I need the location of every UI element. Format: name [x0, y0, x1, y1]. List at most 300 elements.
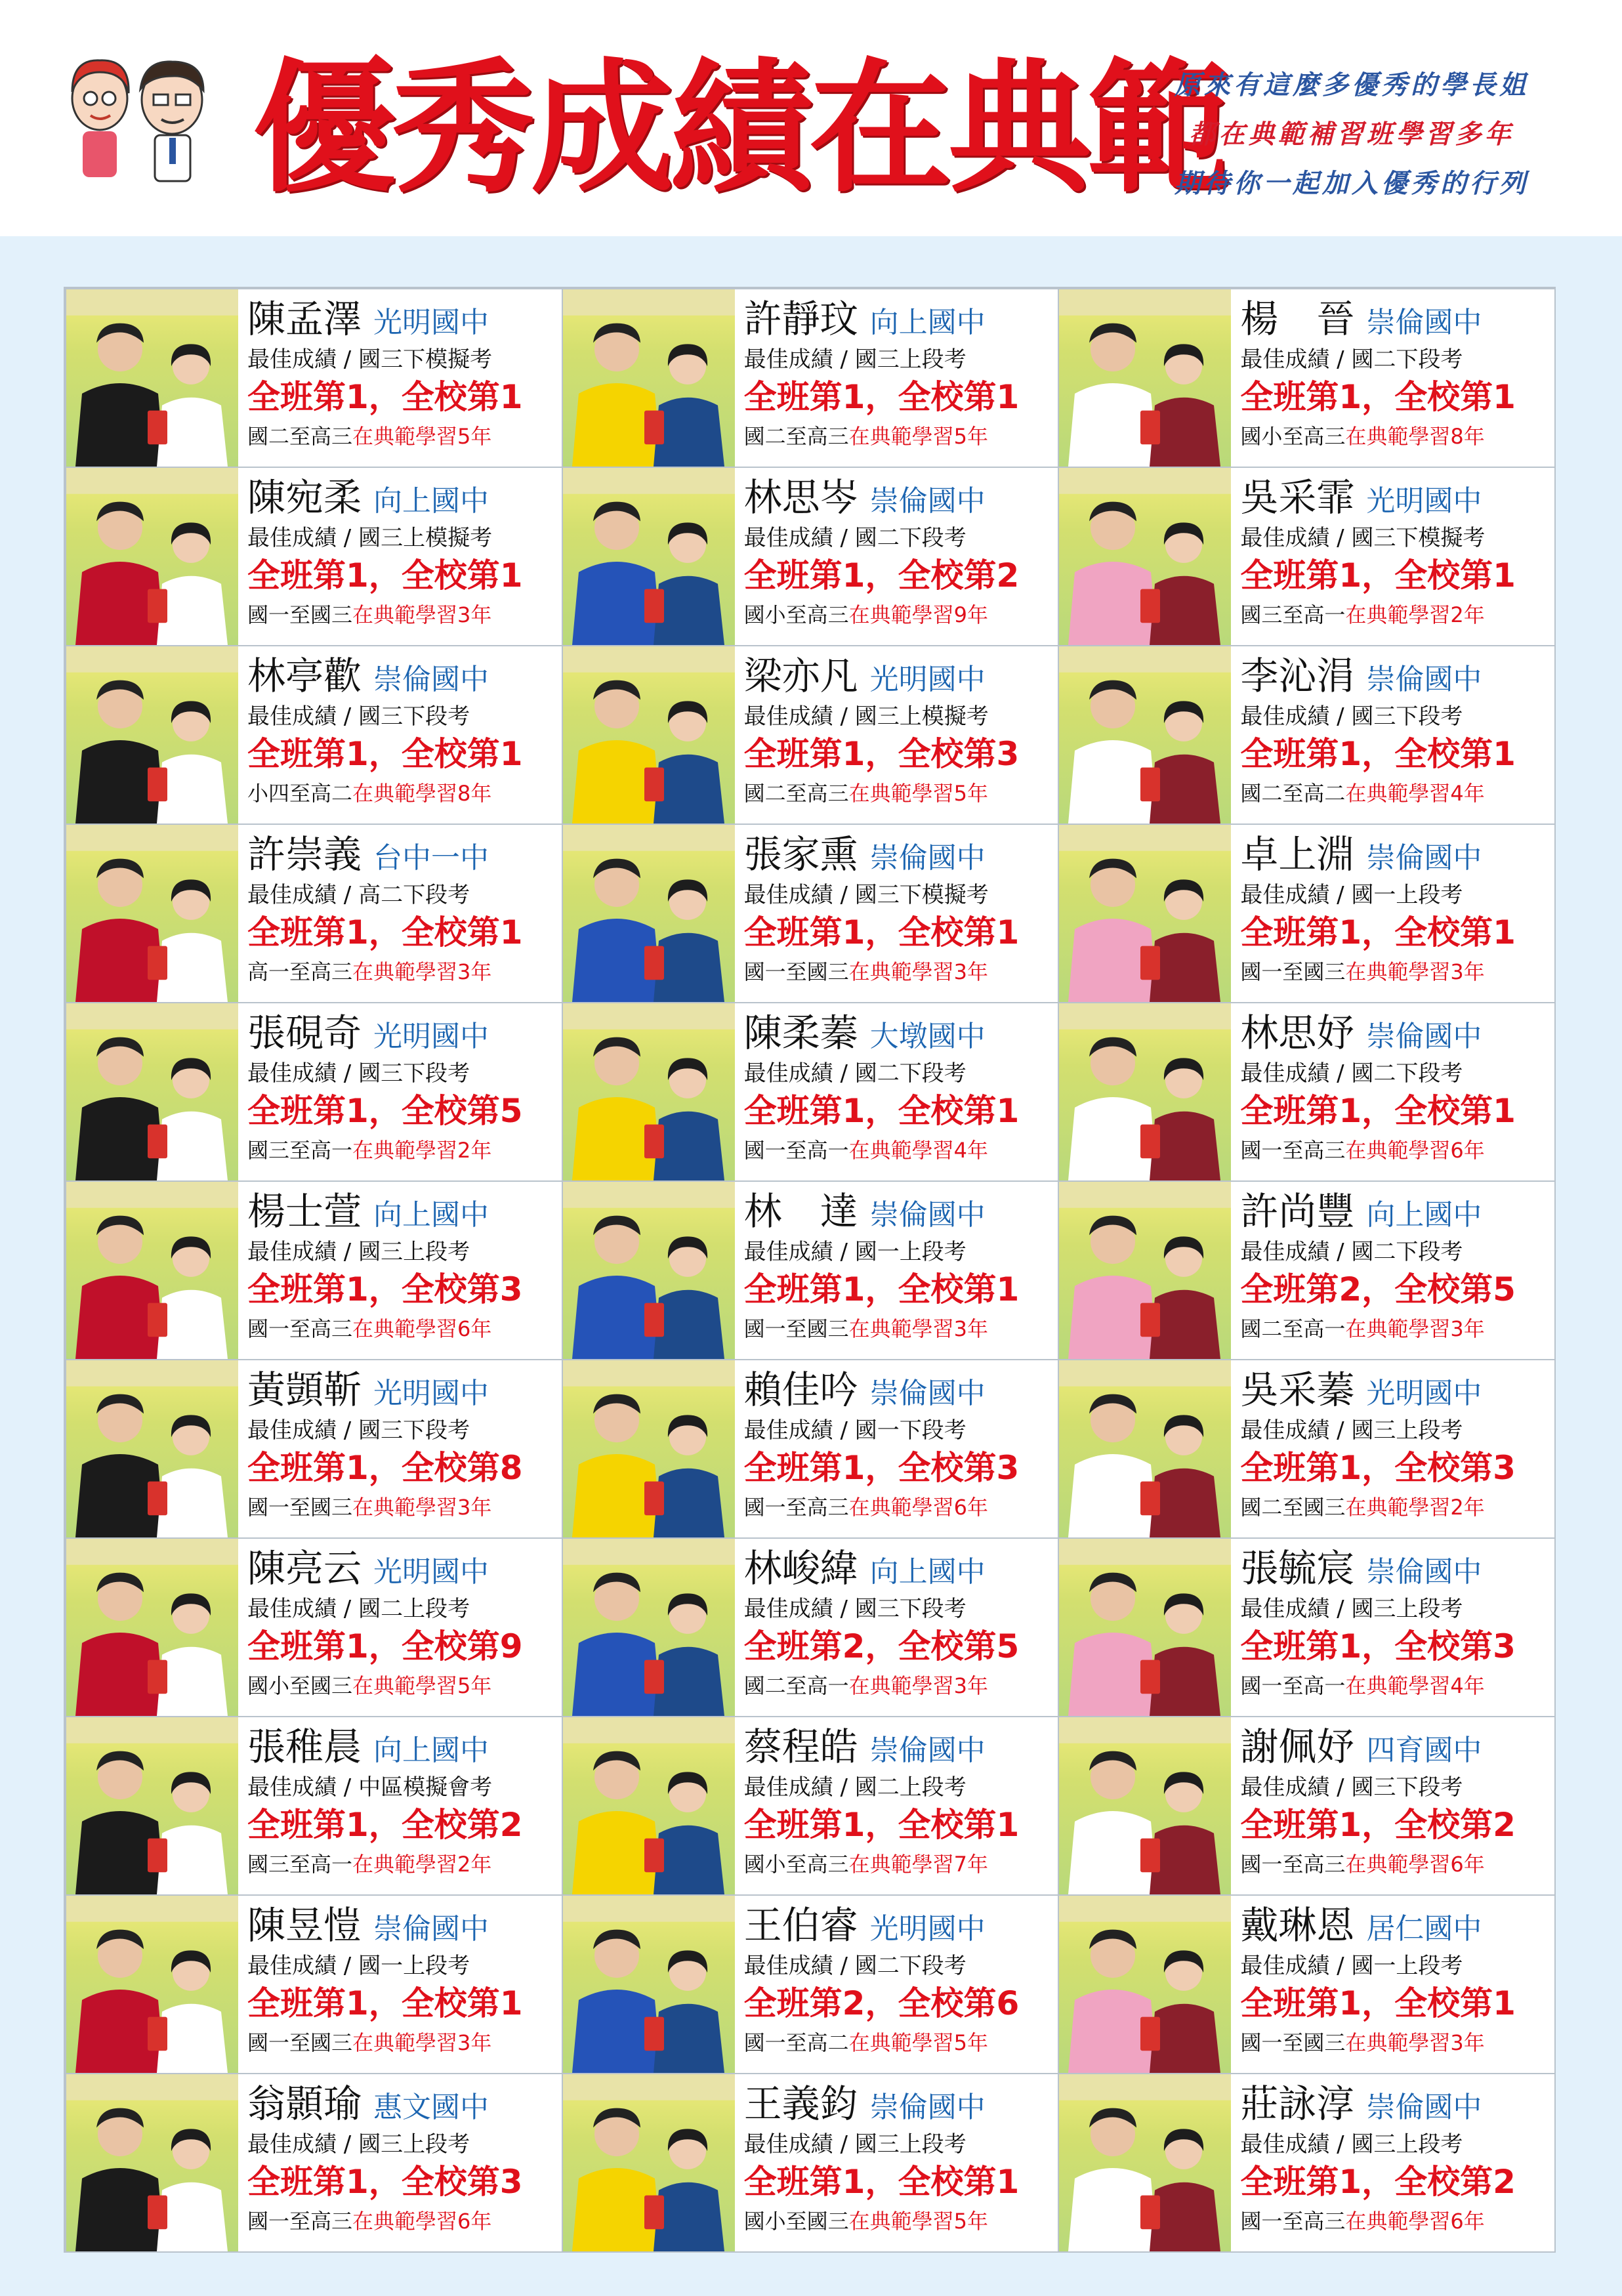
student-name-line	[744, 1367, 986, 1417]
student-photo	[563, 1182, 735, 1359]
student-name-line	[744, 1188, 986, 1238]
student-school: 光明國中	[869, 1912, 986, 1946]
slogan-line-2: 都在典範補習班學習多年	[1189, 119, 1514, 150]
class-rank: 全班第1，全校第2	[1240, 2163, 1516, 2201]
student-name-line	[1240, 474, 1482, 524]
student-school: 光明國中	[373, 306, 489, 339]
study-duration: 在典範學習3年	[848, 1673, 989, 1698]
student-photo	[1059, 1717, 1231, 1894]
student-school: 崇倫國中	[373, 1912, 489, 1946]
study-duration: 在典範學習5年	[848, 781, 989, 806]
student-name-line	[744, 1724, 986, 1774]
best-score: 最佳成績 / 國三上段考	[743, 346, 967, 373]
student-name-line	[247, 296, 489, 346]
student-school: 向上國中	[869, 1555, 986, 1589]
student-info	[744, 1360, 1053, 1537]
student-school: 崇倫國中	[869, 484, 986, 518]
student-info	[744, 1717, 1053, 1894]
student-school: 向上國中	[373, 1734, 489, 1767]
student-name: 卓上淵	[1240, 832, 1355, 877]
student-school: 崇倫國中	[869, 1198, 986, 1232]
student-photo	[66, 825, 238, 1002]
study-duration: 在典範學習7年	[848, 1852, 989, 1877]
student-name: 陳孟澤	[247, 297, 362, 341]
student-card	[65, 1716, 563, 1896]
student-school: 崇倫國中	[869, 2091, 986, 2124]
student-info	[1240, 1717, 1549, 1894]
class-rank: 全班第1，全校第1	[743, 1092, 1020, 1130]
study-span: 國一至國三	[743, 1316, 849, 1341]
student-card	[1058, 1537, 1556, 1717]
student-grid	[64, 287, 1556, 2253]
study-span: 國一至高一	[1240, 1673, 1346, 1698]
student-photo	[1059, 2074, 1231, 2251]
student-school: 光明國中	[869, 663, 986, 696]
class-rank: 全班第1，全校第9	[247, 1627, 523, 1665]
study-duration: 在典範學習2年	[352, 1852, 492, 1877]
study-years	[1240, 780, 1484, 806]
student-school: 光明國中	[1366, 1377, 1482, 1410]
best-score: 最佳成績 / 國三上段考	[247, 1239, 470, 1265]
student-name-line	[1240, 2081, 1482, 2131]
best-score: 最佳成績 / 國一上段考	[1240, 1953, 1463, 1979]
student-school: 光明國中	[373, 1555, 489, 1589]
study-years	[744, 2208, 988, 2234]
student-photo	[1059, 1360, 1231, 1537]
study-span: 國小至國三	[247, 1673, 353, 1698]
student-school: 光明國中	[373, 1020, 489, 1053]
class-rank: 全班第1，全校第8	[247, 1449, 523, 1487]
slogan-line-3: 期待你一起加入優秀的行列	[1175, 168, 1529, 199]
study-duration: 在典範學習5年	[848, 2209, 989, 2234]
best-score: 最佳成績 / 國三上段考	[1240, 1596, 1463, 1622]
student-name: 楊 晉	[1240, 297, 1355, 341]
class-rank: 全班第1，全校第3	[743, 1449, 1020, 1487]
class-rank: 全班第1，全校第1	[1240, 1984, 1516, 2022]
class-rank: 全班第1，全校第5	[247, 1092, 523, 1130]
study-duration: 在典範學習2年	[1345, 1495, 1485, 1520]
student-photo	[563, 1717, 735, 1894]
study-span: 國小至高三	[743, 1852, 849, 1877]
student-card	[65, 1894, 563, 2074]
student-name: 許尚豐	[1240, 1189, 1355, 1234]
student-card	[1058, 1359, 1556, 1539]
student-photo	[66, 1539, 238, 1716]
best-score: 最佳成績 / 國三下模擬考	[247, 346, 493, 373]
student-card	[65, 467, 563, 646]
student-name: 陳宛柔	[247, 475, 362, 520]
student-school: 崇倫國中	[869, 1377, 986, 1410]
student-info	[247, 1896, 556, 2073]
study-years	[247, 1494, 491, 1520]
study-duration: 在典範學習5年	[352, 1673, 492, 1698]
study-span: 國一至國三	[1240, 959, 1346, 984]
student-card	[1058, 1716, 1556, 1896]
best-score: 最佳成績 / 國三下段考	[247, 703, 470, 730]
class-rank: 全班第1，全校第3	[1240, 1627, 1516, 1665]
study-years	[1240, 1494, 1484, 1520]
student-name: 張毓宸	[1240, 1546, 1355, 1591]
student-name-line	[247, 2081, 489, 2131]
student-photo	[563, 646, 735, 824]
best-score: 最佳成績 / 國三下模擬考	[1240, 525, 1486, 551]
student-card	[562, 645, 1060, 825]
student-photo	[563, 2074, 735, 2251]
student-name-line	[744, 296, 986, 346]
study-span: 國二至高一	[1240, 1316, 1346, 1341]
student-name: 張家熏	[743, 832, 858, 877]
study-years	[744, 959, 988, 985]
student-card	[65, 1002, 563, 1182]
student-card	[562, 824, 1060, 1003]
student-school: 崇倫國中	[1366, 2091, 1482, 2124]
student-info	[1240, 1896, 1549, 2073]
student-name-line	[1240, 831, 1482, 881]
student-name-line	[744, 653, 986, 703]
best-score: 最佳成績 / 國二上段考	[247, 1596, 470, 1622]
best-score: 最佳成績 / 國一上段考	[743, 1239, 967, 1265]
student-school: 光明國中	[1366, 484, 1482, 518]
class-rank: 全班第1，全校第1	[743, 1806, 1020, 1844]
study-span: 國一至國三	[247, 1495, 353, 1520]
best-score: 最佳成績 / 國二下段考	[743, 525, 967, 551]
student-info	[247, 2074, 556, 2251]
slogan-line-1: 原來有這麼多優秀的學長姐	[1175, 70, 1529, 100]
student-photo	[66, 646, 238, 824]
student-info	[1240, 1003, 1549, 1180]
study-span: 國二至國三	[1240, 1495, 1346, 1520]
student-name: 吳采霏	[1240, 475, 1355, 520]
student-school: 崇倫國中	[1366, 841, 1482, 875]
student-name: 張硯奇	[247, 1011, 362, 1055]
study-span: 國三至高一	[1240, 602, 1346, 627]
student-school: 崇倫國中	[869, 841, 986, 875]
student-name-line	[247, 831, 489, 881]
study-span: 國一至國三	[247, 602, 353, 627]
class-rank: 全班第1，全校第1	[743, 1270, 1020, 1308]
student-school: 惠文國中	[373, 2091, 489, 2124]
class-rank: 全班第1，全校第1	[1240, 913, 1516, 951]
class-rank: 全班第1，全校第1	[1240, 735, 1516, 773]
student-school: 向上國中	[869, 306, 986, 339]
student-info	[247, 1360, 556, 1537]
student-name-line	[247, 474, 489, 524]
mascot-illustration	[59, 52, 217, 203]
student-photo	[66, 1360, 238, 1537]
class-rank: 全班第1，全校第3	[743, 735, 1020, 773]
study-span: 國二至高三	[743, 781, 849, 806]
student-info	[1240, 646, 1549, 824]
student-name-line	[247, 1902, 489, 1952]
student-card	[65, 645, 563, 825]
student-school: 崇倫國中	[1366, 1020, 1482, 1053]
class-rank: 全班第2，全校第5	[743, 1627, 1020, 1665]
study-span: 國一至高三	[247, 1316, 353, 1341]
study-span: 國一至高三	[1240, 1852, 1346, 1877]
class-rank: 全班第1，全校第2	[1240, 1806, 1516, 1844]
class-rank: 全班第1，全校第1	[247, 913, 523, 951]
student-info	[744, 289, 1053, 467]
student-school: 崇倫國中	[1366, 1555, 1482, 1589]
student-info	[247, 1539, 556, 1716]
student-card	[1058, 645, 1556, 825]
study-years	[1240, 959, 1484, 985]
student-school: 向上國中	[373, 1198, 489, 1232]
best-score: 最佳成績 / 國三下段考	[1240, 1774, 1463, 1801]
study-years	[247, 1673, 491, 1699]
student-card	[65, 2073, 563, 2253]
class-rank: 全班第1，全校第3	[1240, 1449, 1516, 1487]
study-span: 高一至高三	[247, 959, 353, 984]
class-rank: 全班第1，全校第2	[247, 1806, 523, 1844]
study-span: 國二至高二	[1240, 781, 1346, 806]
student-card	[65, 824, 563, 1003]
student-name-line	[1240, 1010, 1482, 1060]
student-photo	[1059, 1003, 1231, 1180]
student-photo	[66, 1896, 238, 2073]
study-span: 國一至高三	[247, 2209, 353, 2234]
study-span: 國一至高三	[743, 1495, 849, 1520]
best-score: 最佳成績 / 國三下段考	[247, 1060, 470, 1087]
student-info	[744, 1003, 1053, 1180]
student-card	[562, 288, 1060, 468]
student-name: 吳采蓁	[1240, 1367, 1355, 1412]
student-info	[744, 1182, 1053, 1359]
student-card	[1058, 467, 1556, 646]
student-name: 林思岑	[743, 475, 858, 520]
study-years	[744, 602, 988, 628]
class-rank: 全班第2，全校第5	[1240, 1270, 1516, 1308]
best-score: 最佳成績 / 國二下段考	[743, 1060, 967, 1087]
student-name: 陳柔蓁	[743, 1011, 858, 1055]
student-card	[65, 288, 563, 468]
student-card	[562, 467, 1060, 646]
best-score: 最佳成績 / 國二下段考	[1240, 346, 1463, 373]
study-duration: 在典範學習6年	[1345, 1138, 1485, 1163]
study-span: 國三至高一	[247, 1852, 353, 1877]
study-span: 國二至高三	[247, 424, 353, 449]
student-info	[744, 1539, 1053, 1716]
study-years	[744, 1851, 988, 1877]
student-name-line	[1240, 1902, 1482, 1952]
study-duration: 在典範學習2年	[1345, 602, 1485, 627]
student-photo	[66, 1717, 238, 1894]
student-card	[562, 1716, 1060, 1896]
student-card	[65, 1359, 563, 1539]
class-rank: 全班第1，全校第2	[743, 556, 1020, 595]
student-info	[744, 2074, 1053, 2251]
student-info	[247, 468, 556, 645]
student-info	[744, 646, 1053, 824]
student-card	[65, 1180, 563, 1360]
student-card	[562, 2073, 1060, 2253]
study-years	[247, 780, 491, 806]
student-card	[562, 1894, 1060, 2074]
student-card	[1058, 1002, 1556, 1182]
student-card	[65, 1537, 563, 1717]
student-photo	[1059, 825, 1231, 1002]
student-name: 林思妤	[1240, 1011, 1355, 1055]
student-photo	[1059, 1182, 1231, 1359]
study-duration: 在典範學習5年	[848, 2030, 989, 2055]
student-card	[562, 1359, 1060, 1539]
best-score: 最佳成績 / 國三上段考	[1240, 2131, 1463, 2158]
study-duration: 在典範學習4年	[1345, 781, 1485, 806]
study-duration: 在典範學習3年	[352, 1495, 492, 1520]
student-school: 四育國中	[1366, 1734, 1482, 1767]
student-school: 向上國中	[1366, 1198, 1482, 1232]
student-school: 大墩國中	[869, 1020, 986, 1053]
student-school: 光明國中	[373, 1377, 489, 1410]
student-school: 崇倫國中	[1366, 306, 1482, 339]
student-name: 賴佳吟	[743, 1367, 858, 1412]
best-score: 最佳成績 / 國三上模擬考	[743, 703, 989, 730]
student-photo	[563, 1896, 735, 2073]
study-years	[744, 1494, 988, 1520]
student-info	[744, 825, 1053, 1002]
study-duration: 在典範學習3年	[1345, 2030, 1485, 2055]
best-score: 最佳成績 / 國三下段考	[1240, 703, 1463, 730]
study-duration: 在典範學習8年	[1345, 424, 1485, 449]
study-years	[744, 2030, 988, 2056]
study-duration: 在典範學習3年	[1345, 959, 1485, 984]
student-info	[247, 1717, 556, 1894]
student-name-line	[744, 1902, 986, 1952]
student-name: 許崇義	[247, 832, 362, 877]
student-name: 王義鈞	[743, 2081, 858, 2126]
study-years	[744, 1137, 988, 1163]
student-card	[1058, 1180, 1556, 1360]
study-years	[1240, 1673, 1484, 1699]
student-name-line	[247, 1188, 489, 1238]
student-photo	[1059, 289, 1231, 467]
best-score: 最佳成績 / 中區模擬會考	[247, 1774, 493, 1801]
student-name: 翁顥瑜	[247, 2081, 362, 2126]
study-years	[1240, 2030, 1484, 2056]
student-photo	[66, 468, 238, 645]
class-rank: 全班第1，全校第1	[1240, 556, 1516, 595]
student-name: 許靜玟	[743, 297, 858, 341]
class-rank: 全班第1，全校第1	[247, 556, 523, 595]
student-info	[1240, 468, 1549, 645]
best-score: 最佳成績 / 國二下段考	[743, 1953, 967, 1979]
best-score: 最佳成績 / 國二下段考	[1240, 1239, 1463, 1265]
page-title: 優秀成績在典範	[253, 44, 1226, 212]
best-score: 最佳成績 / 國一上段考	[1240, 882, 1463, 908]
class-rank: 全班第1，全校第1	[247, 378, 523, 416]
student-name: 陳昱愷	[247, 1903, 362, 1948]
student-name: 黃顗靳	[247, 1367, 362, 1412]
student-card	[1058, 288, 1556, 468]
best-score: 最佳成績 / 國三上段考	[743, 2131, 967, 2158]
student-photo	[563, 1360, 735, 1537]
study-duration: 在典範學習3年	[352, 959, 492, 984]
study-duration: 在典範學習3年	[848, 959, 989, 984]
student-school: 向上國中	[373, 484, 489, 518]
header-banner	[0, 0, 1622, 236]
best-score: 最佳成績 / 國二下段考	[1240, 1060, 1463, 1087]
student-photo	[66, 1003, 238, 1180]
student-info	[744, 1896, 1053, 2073]
student-photo	[563, 1539, 735, 1716]
student-name: 陳亮云	[247, 1546, 362, 1591]
student-name-line	[1240, 1188, 1482, 1238]
study-years	[247, 423, 491, 449]
study-years	[247, 2208, 491, 2234]
best-score: 最佳成績 / 國一下段考	[743, 1417, 967, 1444]
student-name: 蔡程皓	[743, 1724, 858, 1769]
student-name: 張稚晨	[247, 1724, 362, 1769]
study-duration: 在典範學習6年	[352, 1316, 492, 1341]
study-span: 國二至高一	[743, 1673, 849, 1698]
student-info	[744, 468, 1053, 645]
best-score: 最佳成績 / 國一上段考	[247, 1953, 470, 1979]
study-years	[1240, 1137, 1484, 1163]
student-info	[247, 1182, 556, 1359]
student-name-line	[247, 1010, 489, 1060]
student-photo	[66, 1182, 238, 1359]
student-name: 林亭歡	[247, 654, 362, 698]
student-school: 居仁國中	[1366, 1912, 1482, 1946]
student-info	[1240, 1182, 1549, 1359]
class-rank: 全班第1，全校第1	[1240, 1092, 1516, 1130]
study-duration: 在典範學習8年	[352, 781, 492, 806]
study-years	[1240, 2208, 1484, 2234]
study-duration: 在典範學習3年	[848, 1316, 989, 1341]
student-photo	[1059, 1896, 1231, 2073]
student-name: 謝佩妤	[1240, 1724, 1355, 1769]
study-duration: 在典範學習3年	[1345, 1316, 1485, 1341]
study-years	[247, 1851, 491, 1877]
class-rank: 全班第1，全校第3	[247, 2163, 523, 2201]
class-rank: 全班第1，全校第3	[247, 1270, 523, 1308]
study-duration: 在典範學習5年	[352, 424, 492, 449]
student-name-line	[744, 831, 986, 881]
study-span: 國三至高一	[247, 1138, 353, 1163]
student-name-line	[1240, 1545, 1482, 1595]
student-name-line	[247, 1367, 489, 1417]
student-card	[562, 1180, 1060, 1360]
student-school: 崇倫國中	[869, 1734, 986, 1767]
study-years	[744, 780, 988, 806]
student-info	[247, 825, 556, 1002]
student-name-line	[247, 1724, 489, 1774]
student-card	[1058, 2073, 1556, 2253]
student-school: 台中一中	[373, 841, 489, 875]
class-rank: 全班第1，全校第1	[247, 735, 523, 773]
student-info	[247, 289, 556, 467]
study-span: 國一至高二	[743, 2030, 849, 2055]
student-photo	[563, 468, 735, 645]
study-years	[247, 2030, 491, 2056]
student-info	[1240, 1360, 1549, 1537]
student-photo	[1059, 646, 1231, 824]
student-name: 李沁涓	[1240, 654, 1355, 698]
class-rank: 全班第1，全校第1	[247, 1984, 523, 2022]
study-duration: 在典範學習6年	[848, 1495, 989, 1520]
study-duration: 在典範學習6年	[352, 2209, 492, 2234]
study-span: 國小至高三	[1240, 424, 1346, 449]
student-info	[247, 646, 556, 824]
student-card	[1058, 1894, 1556, 2074]
student-photo	[1059, 468, 1231, 645]
study-span: 國小至國三	[743, 2209, 849, 2234]
student-card	[1058, 824, 1556, 1003]
study-span: 國一至高一	[743, 1138, 849, 1163]
study-years	[247, 602, 491, 628]
best-score: 最佳成績 / 國三上段考	[1240, 1417, 1463, 1444]
student-name-line	[1240, 653, 1482, 703]
